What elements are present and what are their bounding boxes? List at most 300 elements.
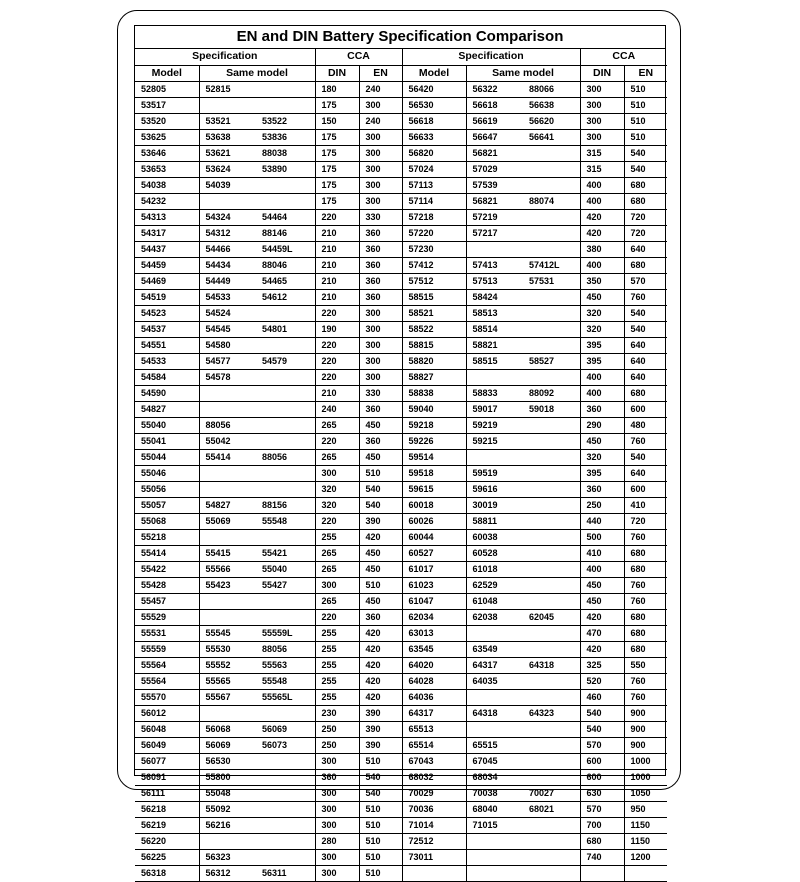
right-model-cell: 71014 [402, 817, 466, 833]
left-din-cell: 280 [315, 833, 359, 849]
right-same-model-1-cell: 56619 [466, 113, 523, 129]
left-same-model-2-cell [256, 433, 315, 449]
right-en-cell: 640 [624, 337, 667, 353]
left-same-model-1-cell: 56323 [199, 849, 256, 865]
left-din-cell: 175 [315, 161, 359, 177]
left-en-cell: 420 [359, 657, 402, 673]
left-same-model-2-cell: 88046 [256, 257, 315, 273]
left-en-cell: 540 [359, 481, 402, 497]
left-din-cell: 175 [315, 193, 359, 209]
left-din-cell: 320 [315, 497, 359, 513]
right-model-cell: 58521 [402, 305, 466, 321]
left-en-cell: 390 [359, 705, 402, 721]
right-en-cell: 680 [624, 257, 667, 273]
left-en-cell: 360 [359, 289, 402, 305]
left-din-cell: 300 [315, 801, 359, 817]
left-model-cell: 54584 [135, 369, 199, 385]
right-en-cell: 1150 [624, 817, 667, 833]
right-same-model-1-cell: 58833 [466, 385, 523, 401]
right-same-model-1-cell: 57029 [466, 161, 523, 177]
right-same-model-1-cell: 59616 [466, 481, 523, 497]
spec-table [135, 49, 667, 882]
left-same-model-1-cell [199, 385, 256, 401]
right-same-model-1-cell [466, 721, 523, 737]
en-header-left: EN [359, 65, 402, 81]
left-din-cell: 300 [315, 577, 359, 593]
left-model-cell: 54313 [135, 209, 199, 225]
left-en-cell: 360 [359, 401, 402, 417]
right-din-cell: 740 [580, 849, 624, 865]
right-same-model-1-cell: 57513 [466, 273, 523, 289]
left-same-model-1-cell: 54324 [199, 209, 256, 225]
left-same-model-1-cell: 55415 [199, 545, 256, 561]
right-same-model-1-cell: 58811 [466, 513, 523, 529]
left-en-cell: 300 [359, 145, 402, 161]
left-same-model-1-cell: 55048 [199, 785, 256, 801]
right-en-cell: 640 [624, 353, 667, 369]
right-model-cell: 63013 [402, 625, 466, 641]
table-row [135, 785, 667, 801]
right-same-model-2-cell [523, 865, 580, 881]
header-row-groups [135, 49, 667, 65]
left-same-model-1-cell: 54434 [199, 257, 256, 273]
left-same-model-1-cell: 54580 [199, 337, 256, 353]
left-same-model-1-cell: 55565 [199, 673, 256, 689]
left-same-model-1-cell [199, 609, 256, 625]
left-en-cell: 450 [359, 593, 402, 609]
left-same-model-2-cell [256, 705, 315, 721]
left-din-cell: 265 [315, 417, 359, 433]
right-same-model-2-cell [523, 673, 580, 689]
left-en-cell: 540 [359, 769, 402, 785]
right-model-cell: 64028 [402, 673, 466, 689]
right-same-model-2-cell [523, 529, 580, 545]
left-model-cell: 55531 [135, 625, 199, 641]
right-en-cell: 410 [624, 497, 667, 513]
table-row [135, 449, 667, 465]
left-model-cell: 55529 [135, 609, 199, 625]
left-model-cell: 55068 [135, 513, 199, 529]
table-row [135, 561, 667, 577]
right-model-cell: 57512 [402, 273, 466, 289]
left-din-cell: 220 [315, 609, 359, 625]
right-en-cell: 640 [624, 241, 667, 257]
right-same-model-1-cell: 57219 [466, 209, 523, 225]
right-en-cell: 510 [624, 97, 667, 113]
left-same-model-1-cell [199, 401, 256, 417]
left-en-cell: 510 [359, 577, 402, 593]
left-same-model-2-cell: 54459L [256, 241, 315, 257]
right-en-cell: 1000 [624, 769, 667, 785]
left-same-model-1-cell: 52815 [199, 81, 256, 97]
left-same-model-1-cell: 53621 [199, 145, 256, 161]
table-row [135, 609, 667, 625]
left-same-model-2-cell: 54464 [256, 209, 315, 225]
table-row [135, 769, 667, 785]
table-row [135, 545, 667, 561]
right-same-model-1-cell: 56821 [466, 145, 523, 161]
right-same-model-2-cell [523, 289, 580, 305]
left-en-cell: 420 [359, 689, 402, 705]
table-row [135, 193, 667, 209]
left-same-model-1-cell [199, 481, 256, 497]
left-same-model-2-cell [256, 193, 315, 209]
left-en-cell: 300 [359, 161, 402, 177]
right-same-model-1-cell [466, 865, 523, 881]
left-model-cell: 54459 [135, 257, 199, 273]
right-same-model-1-cell: 67045 [466, 753, 523, 769]
right-din-cell: 440 [580, 513, 624, 529]
right-en-cell: 640 [624, 369, 667, 385]
left-din-cell: 210 [315, 289, 359, 305]
left-en-cell: 390 [359, 513, 402, 529]
left-model-cell: 55570 [135, 689, 199, 705]
right-same-model-1-cell: 59017 [466, 401, 523, 417]
right-din-cell: 400 [580, 385, 624, 401]
right-same-model-1-cell: 30019 [466, 497, 523, 513]
right-din-cell: 400 [580, 561, 624, 577]
right-en-cell: 680 [624, 625, 667, 641]
table-row [135, 705, 667, 721]
left-en-cell: 420 [359, 673, 402, 689]
left-en-cell: 450 [359, 561, 402, 577]
right-same-model-2-cell [523, 449, 580, 465]
left-same-model-1-cell: 54039 [199, 177, 256, 193]
right-model-cell [402, 865, 466, 881]
left-en-cell: 450 [359, 449, 402, 465]
right-en-cell: 1050 [624, 785, 667, 801]
right-same-model-1-cell: 59519 [466, 465, 523, 481]
right-din-cell: 450 [580, 289, 624, 305]
table-row [135, 241, 667, 257]
left-same-model-1-cell [199, 833, 256, 849]
right-en-cell: 540 [624, 305, 667, 321]
left-din-cell: 250 [315, 737, 359, 753]
right-en-cell: 540 [624, 449, 667, 465]
left-model-cell: 55428 [135, 577, 199, 593]
right-same-model-2-cell [523, 481, 580, 497]
left-model-cell: 56220 [135, 833, 199, 849]
left-model-cell: 56111 [135, 785, 199, 801]
left-model-cell: 56091 [135, 769, 199, 785]
left-din-cell: 255 [315, 689, 359, 705]
right-model-cell: 60044 [402, 529, 466, 545]
right-same-model-2-cell [523, 241, 580, 257]
right-same-model-2-cell [523, 833, 580, 849]
left-model-cell: 55056 [135, 481, 199, 497]
right-din-cell: 320 [580, 305, 624, 321]
left-din-cell: 255 [315, 673, 359, 689]
right-model-cell: 73011 [402, 849, 466, 865]
left-same-model-1-cell: 54466 [199, 241, 256, 257]
left-din-cell: 210 [315, 273, 359, 289]
table-row [135, 817, 667, 833]
table-row [135, 417, 667, 433]
right-din-cell: 320 [580, 321, 624, 337]
right-en-cell: 1000 [624, 753, 667, 769]
left-model-cell: 56218 [135, 801, 199, 817]
left-en-cell: 510 [359, 801, 402, 817]
right-same-model-2-cell [523, 769, 580, 785]
left-model-cell: 54551 [135, 337, 199, 353]
left-same-model-1-cell: 88056 [199, 417, 256, 433]
left-same-model-1-cell: 55414 [199, 449, 256, 465]
table-row [135, 177, 667, 193]
left-din-cell: 175 [315, 129, 359, 145]
right-en-cell: 640 [624, 465, 667, 481]
model-header-left: Model [135, 65, 199, 81]
right-en-cell: 720 [624, 513, 667, 529]
right-same-model-1-cell: 59219 [466, 417, 523, 433]
right-same-model-1-cell: 56647 [466, 129, 523, 145]
left-din-cell: 220 [315, 433, 359, 449]
right-model-cell: 57218 [402, 209, 466, 225]
right-din-cell: 630 [580, 785, 624, 801]
left-same-model-2-cell [256, 833, 315, 849]
right-same-model-2-cell: 68021 [523, 801, 580, 817]
left-model-cell: 56077 [135, 753, 199, 769]
right-din-cell: 500 [580, 529, 624, 545]
left-din-cell: 220 [315, 369, 359, 385]
table-row [135, 497, 667, 513]
right-en-cell: 600 [624, 401, 667, 417]
right-en-cell: 510 [624, 81, 667, 97]
right-same-model-2-cell: 56620 [523, 113, 580, 129]
table-row [135, 689, 667, 705]
right-same-model-1-cell: 62038 [466, 609, 523, 625]
right-model-cell: 60026 [402, 513, 466, 529]
table-row [135, 129, 667, 145]
right-din-cell: 320 [580, 449, 624, 465]
table-row [135, 673, 667, 689]
left-same-model-1-cell [199, 705, 256, 721]
right-same-model-2-cell: 57412L [523, 257, 580, 273]
right-din-cell: 300 [580, 81, 624, 97]
left-en-cell: 450 [359, 545, 402, 561]
left-same-model-2-cell: 53522 [256, 113, 315, 129]
table-row [135, 305, 667, 321]
left-din-cell: 180 [315, 81, 359, 97]
left-din-cell: 220 [315, 337, 359, 353]
left-same-model-1-cell: 55069 [199, 513, 256, 529]
left-din-cell: 220 [315, 305, 359, 321]
right-model-cell: 56530 [402, 97, 466, 113]
right-same-model-2-cell [523, 545, 580, 561]
left-en-cell: 240 [359, 113, 402, 129]
right-en-cell: 680 [624, 193, 667, 209]
right-same-model-1-cell: 57217 [466, 225, 523, 241]
left-same-model-2-cell: 55565L [256, 689, 315, 705]
right-same-model-1-cell: 58424 [466, 289, 523, 305]
right-same-model-2-cell [523, 849, 580, 865]
left-en-cell: 300 [359, 369, 402, 385]
right-same-model-1-cell [466, 833, 523, 849]
left-en-cell: 300 [359, 193, 402, 209]
left-din-cell: 220 [315, 353, 359, 369]
right-en-cell: 540 [624, 161, 667, 177]
right-din-cell: 395 [580, 353, 624, 369]
table-row [135, 145, 667, 161]
right-din-cell: 570 [580, 737, 624, 753]
table-row [135, 161, 667, 177]
left-model-cell: 56049 [135, 737, 199, 753]
right-model-cell: 59226 [402, 433, 466, 449]
en-header-right: EN [624, 65, 667, 81]
right-en-cell: 760 [624, 673, 667, 689]
left-en-cell: 420 [359, 641, 402, 657]
right-din-cell: 395 [580, 465, 624, 481]
table-row [135, 81, 667, 97]
right-en-cell: 760 [624, 289, 667, 305]
left-model-cell: 53646 [135, 145, 199, 161]
right-same-model-1-cell [466, 849, 523, 865]
right-model-cell: 68032 [402, 769, 466, 785]
left-same-model-1-cell: 54577 [199, 353, 256, 369]
left-din-cell: 360 [315, 769, 359, 785]
right-same-model-1-cell: 61018 [466, 561, 523, 577]
left-model-cell: 54523 [135, 305, 199, 321]
left-same-model-1-cell: 56216 [199, 817, 256, 833]
right-din-cell: 380 [580, 241, 624, 257]
left-same-model-2-cell: 56069 [256, 721, 315, 737]
left-din-cell: 300 [315, 753, 359, 769]
left-en-cell: 360 [359, 433, 402, 449]
right-same-model-1-cell: 71015 [466, 817, 523, 833]
left-model-cell: 54533 [135, 353, 199, 369]
right-model-cell: 58515 [402, 289, 466, 305]
left-same-model-2-cell: 55040 [256, 561, 315, 577]
right-same-model-2-cell: 88066 [523, 81, 580, 97]
left-same-model-1-cell: 56068 [199, 721, 256, 737]
left-same-model-2-cell: 55421 [256, 545, 315, 561]
left-same-model-2-cell [256, 801, 315, 817]
left-en-cell: 360 [359, 257, 402, 273]
right-en-cell: 900 [624, 705, 667, 721]
right-model-cell: 70036 [402, 801, 466, 817]
left-same-model-2-cell: 56311 [256, 865, 315, 881]
right-din-cell: 290 [580, 417, 624, 433]
right-same-model-2-cell [523, 321, 580, 337]
right-en-cell: 600 [624, 481, 667, 497]
left-same-model-2-cell [256, 305, 315, 321]
right-same-model-2-cell [523, 417, 580, 433]
left-same-model-2-cell [256, 593, 315, 609]
right-model-cell: 61017 [402, 561, 466, 577]
left-same-model-1-cell [199, 97, 256, 113]
cca-header-right: CCA [580, 49, 667, 65]
right-din-cell: 360 [580, 401, 624, 417]
left-model-cell: 54827 [135, 401, 199, 417]
right-model-cell: 62034 [402, 609, 466, 625]
table-row [135, 209, 667, 225]
right-same-model-1-cell [466, 625, 523, 641]
right-same-model-2-cell: 88074 [523, 193, 580, 209]
left-en-cell: 540 [359, 497, 402, 513]
right-model-cell: 58838 [402, 385, 466, 401]
table-row [135, 481, 667, 497]
left-din-cell: 175 [315, 177, 359, 193]
left-din-cell: 210 [315, 385, 359, 401]
left-din-cell: 300 [315, 817, 359, 833]
right-model-cell: 56820 [402, 145, 466, 161]
left-en-cell: 510 [359, 817, 402, 833]
right-din-cell: 600 [580, 769, 624, 785]
left-model-cell: 53625 [135, 129, 199, 145]
left-model-cell: 55457 [135, 593, 199, 609]
right-model-cell: 72512 [402, 833, 466, 849]
left-en-cell: 540 [359, 785, 402, 801]
left-same-model-2-cell: 88156 [256, 497, 315, 513]
left-model-cell: 55422 [135, 561, 199, 577]
right-din-cell: 520 [580, 673, 624, 689]
right-same-model-1-cell [466, 241, 523, 257]
left-din-cell: 150 [315, 113, 359, 129]
table-row [135, 641, 667, 657]
left-same-model-2-cell: 55559L [256, 625, 315, 641]
left-en-cell: 360 [359, 273, 402, 289]
left-din-cell: 255 [315, 657, 359, 673]
right-same-model-1-cell: 61048 [466, 593, 523, 609]
left-en-cell: 360 [359, 225, 402, 241]
left-same-model-1-cell: 55567 [199, 689, 256, 705]
right-same-model-1-cell: 58514 [466, 321, 523, 337]
right-en-cell: 760 [624, 689, 667, 705]
right-same-model-1-cell: 60038 [466, 529, 523, 545]
left-model-cell: 55564 [135, 673, 199, 689]
right-din-cell: 540 [580, 721, 624, 737]
right-model-cell: 63545 [402, 641, 466, 657]
left-din-cell: 265 [315, 593, 359, 609]
right-en-cell: 760 [624, 433, 667, 449]
table-row [135, 273, 667, 289]
left-model-cell: 54537 [135, 321, 199, 337]
table-row [135, 369, 667, 385]
right-same-model-2-cell: 59018 [523, 401, 580, 417]
right-en-cell: 720 [624, 209, 667, 225]
left-model-cell: 55044 [135, 449, 199, 465]
right-same-model-1-cell: 58513 [466, 305, 523, 321]
left-en-cell: 510 [359, 849, 402, 865]
right-en-cell: 680 [624, 609, 667, 625]
right-model-cell: 58522 [402, 321, 466, 337]
right-din-cell: 420 [580, 641, 624, 657]
right-same-model-2-cell: 56641 [523, 129, 580, 145]
left-same-model-2-cell: 55427 [256, 577, 315, 593]
right-same-model-1-cell: 60528 [466, 545, 523, 561]
right-din-cell: 315 [580, 161, 624, 177]
right-same-model-1-cell: 64035 [466, 673, 523, 689]
table-row [135, 385, 667, 401]
right-same-model-2-cell [523, 177, 580, 193]
right-din-cell: 400 [580, 369, 624, 385]
table-row [135, 225, 667, 241]
left-same-model-2-cell [256, 417, 315, 433]
left-din-cell: 240 [315, 401, 359, 417]
right-din-cell: 570 [580, 801, 624, 817]
left-din-cell: 210 [315, 241, 359, 257]
left-same-model-2-cell: 55548 [256, 513, 315, 529]
left-same-model-2-cell [256, 337, 315, 353]
table-row [135, 97, 667, 113]
right-en-cell: 950 [624, 801, 667, 817]
left-en-cell: 240 [359, 81, 402, 97]
right-din-cell: 325 [580, 657, 624, 673]
right-same-model-1-cell: 70038 [466, 785, 523, 801]
left-same-model-1-cell: 56530 [199, 753, 256, 769]
right-din-cell: 315 [580, 145, 624, 161]
left-same-model-1-cell: 55566 [199, 561, 256, 577]
right-din-cell: 360 [580, 481, 624, 497]
